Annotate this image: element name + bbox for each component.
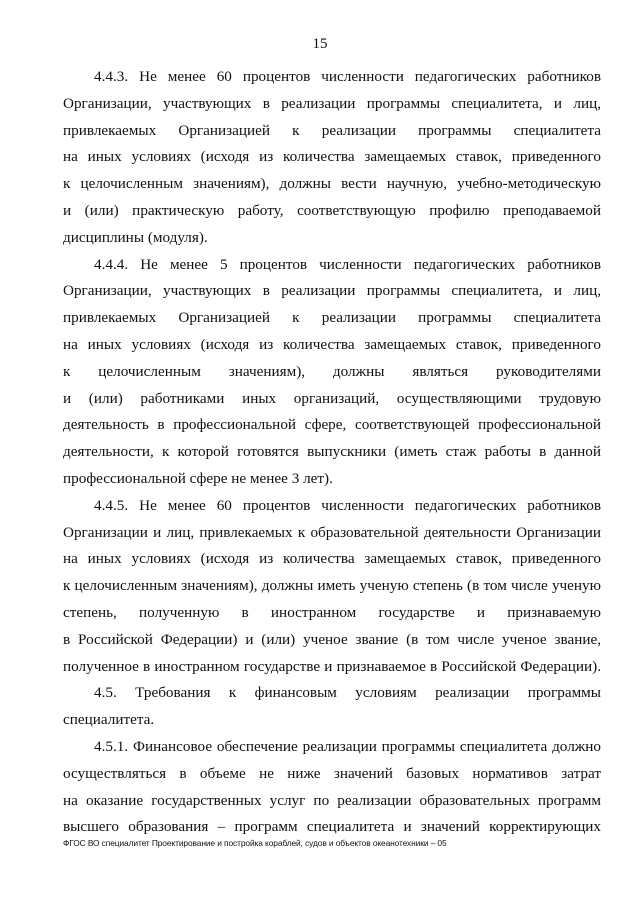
text-line: Организации и лиц, привлекаемых к образовательной деятельности Организации: [63, 523, 601, 541]
text-line: к целочисленным значениям), должны вести научную, учебно-методическую: [63, 175, 601, 193]
text-line: и (или) работниками иных организаций, осуществляющими трудовую: [63, 389, 601, 407]
text-line: к целочисленным значениям), должны иметь ученую степень (в том числе ученую: [63, 577, 601, 595]
text-line: в Российской Федерации) и (или) ученое звание (в том числе ученое звание,: [63, 630, 601, 648]
text-line: на иных условиях (исходя из количества замещаемых ставок, приведенного: [63, 550, 601, 568]
text-line: 4.5. Требования к финансовым условиям реализации программы: [94, 684, 601, 702]
text-line: и (или) практическую работу, соответствующую профилю преподаваемой: [63, 201, 601, 219]
text-line: осуществляться в объеме не ниже значений базовых нормативов затрат: [63, 764, 601, 782]
text-line: 4.4.5. Не менее 60 процентов численности педагогических работников: [94, 496, 601, 514]
text-line: профессиональной сфере не менее 3 лет).: [63, 469, 333, 487]
text-line: привлекаемых Организацией к реализации программы специалитета: [63, 309, 601, 327]
text-line: 4.5.1. Финансовое обеспечение реализации программы специалитета должно: [94, 737, 601, 755]
text-line: Организации, участвующих в реализации программы специалитета, и лиц,: [63, 282, 601, 300]
text-line: специалитета.: [63, 711, 155, 729]
text-line: привлекаемых Организацией к реализации программы специалитета: [63, 121, 601, 139]
text-line: степень, полученную в иностранном государстве и признаваемую: [63, 603, 601, 621]
text-line: высшего образования – программ специалитета и значений корректирующих: [63, 818, 601, 836]
text-line: на оказание государственных услуг по реализации образовательных программ: [63, 791, 601, 809]
text-line: дисциплины (модуля).: [63, 228, 208, 246]
document-body: [63, 64, 601, 841]
text-line: полученное в иностранном государстве и признаваемое в Российской Федерации).: [63, 657, 601, 675]
text-line: 4.4.4. Не менее 5 процентов численности педагогических работников: [94, 255, 601, 273]
text-line: Организации, участвующих в реализации программы специалитета, и лиц,: [63, 94, 601, 112]
text-line: к целочисленным значениям), должны являться руководителями: [63, 362, 601, 380]
document-footer: ФГОС ВО специалитет Проектирование и постройка кораблей, судов и объектов океанотехники – 05: [63, 838, 447, 848]
text-line: на иных условиях (исходя из количества замещаемых ставок, приведенного: [63, 335, 601, 353]
text-line: деятельности, к которой готовятся выпускники (иметь стаж работы в данной: [63, 443, 601, 461]
page-number: 15: [312, 36, 328, 52]
text-line: деятельность в профессиональной сфере, соответствующей профессиональной: [63, 416, 601, 434]
text-line: на иных условиях (исходя из количества замещаемых ставок, приведенного: [63, 148, 601, 166]
text-line: 4.4.3. Не менее 60 процентов численности педагогических работников: [94, 68, 601, 85]
